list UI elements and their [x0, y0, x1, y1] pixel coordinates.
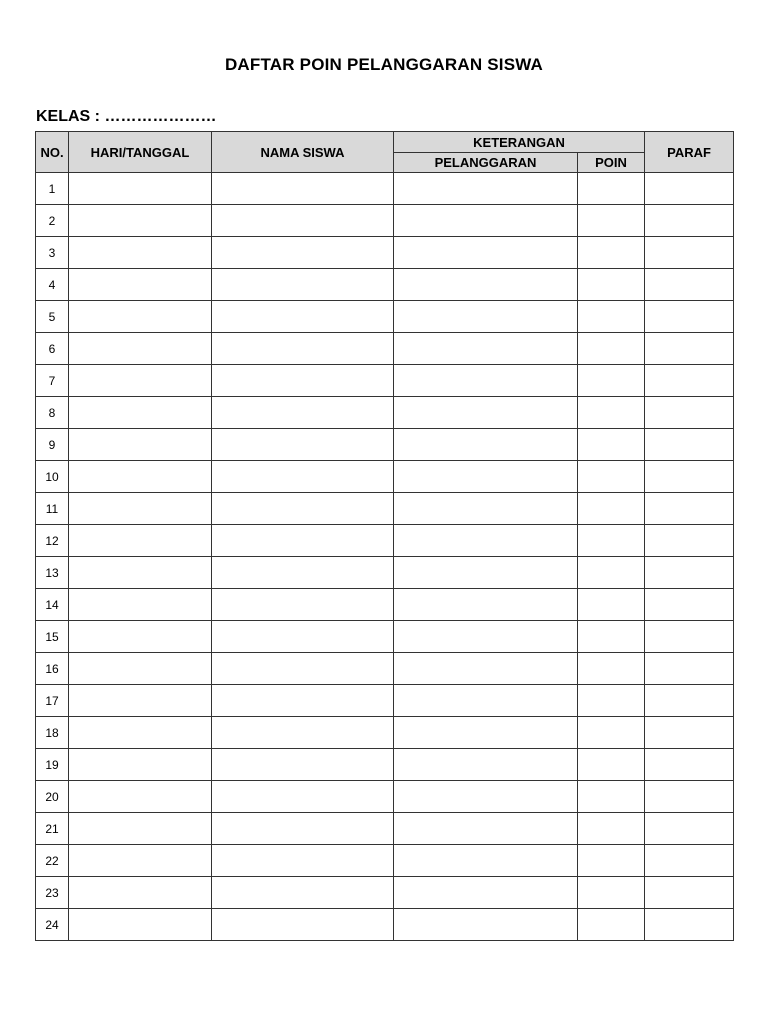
pelanggaran-cell [394, 429, 578, 461]
hari-tanggal-cell [69, 621, 212, 653]
table-row [36, 909, 734, 941]
table-row [36, 845, 734, 877]
nama-siswa-cell [212, 877, 394, 909]
nama-siswa-cell [212, 717, 394, 749]
header-hari-tanggal: HARI/TANGGAL [69, 132, 212, 173]
nama-siswa-cell [212, 621, 394, 653]
paraf-cell [645, 909, 734, 941]
poin-cell [578, 557, 645, 589]
pelanggaran-cell [394, 525, 578, 557]
row-number-cell: 20 [36, 781, 69, 813]
pelanggaran-cell [394, 781, 578, 813]
page-title: DAFTAR POIN PELANGGARAN SISWA [224, 55, 544, 74]
poin-cell [578, 845, 645, 877]
hari-tanggal-cell [69, 717, 212, 749]
hari-tanggal-cell [69, 813, 212, 845]
header-pelanggaran: PELANGGARAN [394, 153, 578, 173]
table-row [36, 717, 734, 749]
hari-tanggal-cell [69, 525, 212, 557]
pelanggaran-cell [394, 653, 578, 685]
poin-cell [578, 237, 645, 269]
hari-tanggal-cell [69, 461, 212, 493]
poin-cell [578, 717, 645, 749]
nama-siswa-cell [212, 269, 394, 301]
header-poin: POIN [578, 153, 645, 173]
hari-tanggal-cell [69, 781, 212, 813]
hari-tanggal-cell [69, 301, 212, 333]
row-number-cell: 13 [36, 557, 69, 589]
pelanggaran-cell [394, 685, 578, 717]
paraf-cell [645, 813, 734, 845]
row-number-cell: 17 [36, 685, 69, 717]
row-number-cell: 19 [36, 749, 69, 781]
row-number-cell: 5 [36, 301, 69, 333]
poin-cell [578, 749, 645, 781]
paraf-cell [645, 653, 734, 685]
violation-table [35, 131, 734, 941]
table-row [36, 397, 734, 429]
nama-siswa-cell [212, 557, 394, 589]
hari-tanggal-cell [69, 685, 212, 717]
pelanggaran-cell [394, 237, 578, 269]
hari-tanggal-cell [69, 429, 212, 461]
nama-siswa-cell [212, 749, 394, 781]
poin-cell [578, 909, 645, 941]
hari-tanggal-cell [69, 909, 212, 941]
pelanggaran-cell [394, 909, 578, 941]
poin-cell [578, 397, 645, 429]
poin-cell [578, 493, 645, 525]
nama-siswa-cell [212, 365, 394, 397]
table-row [36, 621, 734, 653]
poin-cell [578, 461, 645, 493]
kelas-label: KELAS : ………………… [36, 108, 217, 125]
paraf-cell [645, 205, 734, 237]
poin-cell [578, 269, 645, 301]
hari-tanggal-cell [69, 269, 212, 301]
pelanggaran-cell [394, 589, 578, 621]
paraf-cell [645, 429, 734, 461]
table-row [36, 205, 734, 237]
row-number-cell: 4 [36, 269, 69, 301]
row-number-cell: 18 [36, 717, 69, 749]
paraf-cell [645, 301, 734, 333]
pelanggaran-cell [394, 749, 578, 781]
table-row [36, 237, 734, 269]
nama-siswa-cell [212, 301, 394, 333]
row-number-cell: 24 [36, 909, 69, 941]
paraf-cell [645, 269, 734, 301]
pelanggaran-cell [394, 269, 578, 301]
pelanggaran-cell [394, 813, 578, 845]
table-row [36, 813, 734, 845]
hari-tanggal-cell [69, 653, 212, 685]
nama-siswa-cell [212, 685, 394, 717]
row-number-cell: 22 [36, 845, 69, 877]
table-row [36, 429, 734, 461]
poin-cell [578, 205, 645, 237]
hari-tanggal-cell [69, 493, 212, 525]
nama-siswa-cell [212, 525, 394, 557]
table-row [36, 877, 734, 909]
table-row [36, 301, 734, 333]
pelanggaran-cell [394, 877, 578, 909]
nama-siswa-cell [212, 173, 394, 205]
pelanggaran-cell [394, 333, 578, 365]
pelanggaran-cell [394, 621, 578, 653]
row-number-cell: 16 [36, 653, 69, 685]
hari-tanggal-cell [69, 845, 212, 877]
hari-tanggal-cell [69, 749, 212, 781]
row-number-cell: 23 [36, 877, 69, 909]
row-number-cell: 6 [36, 333, 69, 365]
nama-siswa-cell [212, 397, 394, 429]
paraf-cell [645, 397, 734, 429]
paraf-cell [645, 557, 734, 589]
row-number-cell: 3 [36, 237, 69, 269]
header-no: NO. [36, 132, 69, 173]
table-row [36, 653, 734, 685]
pelanggaran-cell [394, 365, 578, 397]
table-row [36, 173, 734, 205]
table-row [36, 781, 734, 813]
poin-cell [578, 685, 645, 717]
row-number-cell: 21 [36, 813, 69, 845]
table-row [36, 749, 734, 781]
paraf-cell [645, 365, 734, 397]
poin-cell [578, 813, 645, 845]
paraf-cell [645, 525, 734, 557]
row-number-cell: 7 [36, 365, 69, 397]
hari-tanggal-cell [69, 365, 212, 397]
poin-cell [578, 653, 645, 685]
poin-cell [578, 429, 645, 461]
poin-cell [578, 781, 645, 813]
hari-tanggal-cell [69, 877, 212, 909]
paraf-cell [645, 461, 734, 493]
paraf-cell [645, 333, 734, 365]
row-number-cell: 2 [36, 205, 69, 237]
paraf-cell [645, 877, 734, 909]
table-row [36, 269, 734, 301]
pelanggaran-cell [394, 493, 578, 525]
row-number-cell: 1 [36, 173, 69, 205]
table-body [36, 173, 734, 941]
nama-siswa-cell [212, 237, 394, 269]
pelanggaran-cell [394, 557, 578, 589]
nama-siswa-cell [212, 493, 394, 525]
hari-tanggal-cell [69, 557, 212, 589]
nama-siswa-cell [212, 333, 394, 365]
hari-tanggal-cell [69, 173, 212, 205]
nama-siswa-cell [212, 845, 394, 877]
paraf-cell [645, 237, 734, 269]
pelanggaran-cell [394, 173, 578, 205]
table-row [36, 525, 734, 557]
pelanggaran-cell [394, 301, 578, 333]
poin-cell [578, 173, 645, 205]
paraf-cell [645, 749, 734, 781]
nama-siswa-cell [212, 461, 394, 493]
row-number-cell: 14 [36, 589, 69, 621]
poin-cell [578, 365, 645, 397]
pelanggaran-cell [394, 461, 578, 493]
paraf-cell [645, 621, 734, 653]
pelanggaran-cell [394, 845, 578, 877]
poin-cell [578, 621, 645, 653]
hari-tanggal-cell [69, 205, 212, 237]
nama-siswa-cell [212, 813, 394, 845]
table-row [36, 333, 734, 365]
poin-cell [578, 333, 645, 365]
row-number-cell: 15 [36, 621, 69, 653]
hari-tanggal-cell [69, 333, 212, 365]
table-header [36, 132, 734, 173]
nama-siswa-cell [212, 589, 394, 621]
header-keterangan: KETERANGAN [394, 132, 645, 153]
row-number-cell: 12 [36, 525, 69, 557]
nama-siswa-cell [212, 205, 394, 237]
table-row [36, 685, 734, 717]
row-number-cell: 9 [36, 429, 69, 461]
poin-cell [578, 301, 645, 333]
row-number-cell: 8 [36, 397, 69, 429]
row-number-cell: 11 [36, 493, 69, 525]
table-row [36, 493, 734, 525]
paraf-cell [645, 685, 734, 717]
poin-cell [578, 525, 645, 557]
table-row [36, 365, 734, 397]
paraf-cell [645, 493, 734, 525]
paraf-cell [645, 589, 734, 621]
table-row [36, 557, 734, 589]
paraf-cell [645, 781, 734, 813]
hari-tanggal-cell [69, 237, 212, 269]
poin-cell [578, 877, 645, 909]
pelanggaran-cell [394, 397, 578, 429]
header-nama-siswa: NAMA SISWA [212, 132, 394, 173]
nama-siswa-cell [212, 653, 394, 685]
nama-siswa-cell [212, 429, 394, 461]
pelanggaran-cell [394, 205, 578, 237]
table-row [36, 589, 734, 621]
poin-cell [578, 589, 645, 621]
nama-siswa-cell [212, 909, 394, 941]
table-row [36, 461, 734, 493]
hari-tanggal-cell [69, 589, 212, 621]
row-number-cell: 10 [36, 461, 69, 493]
pelanggaran-cell [394, 717, 578, 749]
header-paraf: PARAF [645, 132, 734, 173]
paraf-cell [645, 845, 734, 877]
paraf-cell [645, 173, 734, 205]
hari-tanggal-cell [69, 397, 212, 429]
nama-siswa-cell [212, 781, 394, 813]
paraf-cell [645, 717, 734, 749]
